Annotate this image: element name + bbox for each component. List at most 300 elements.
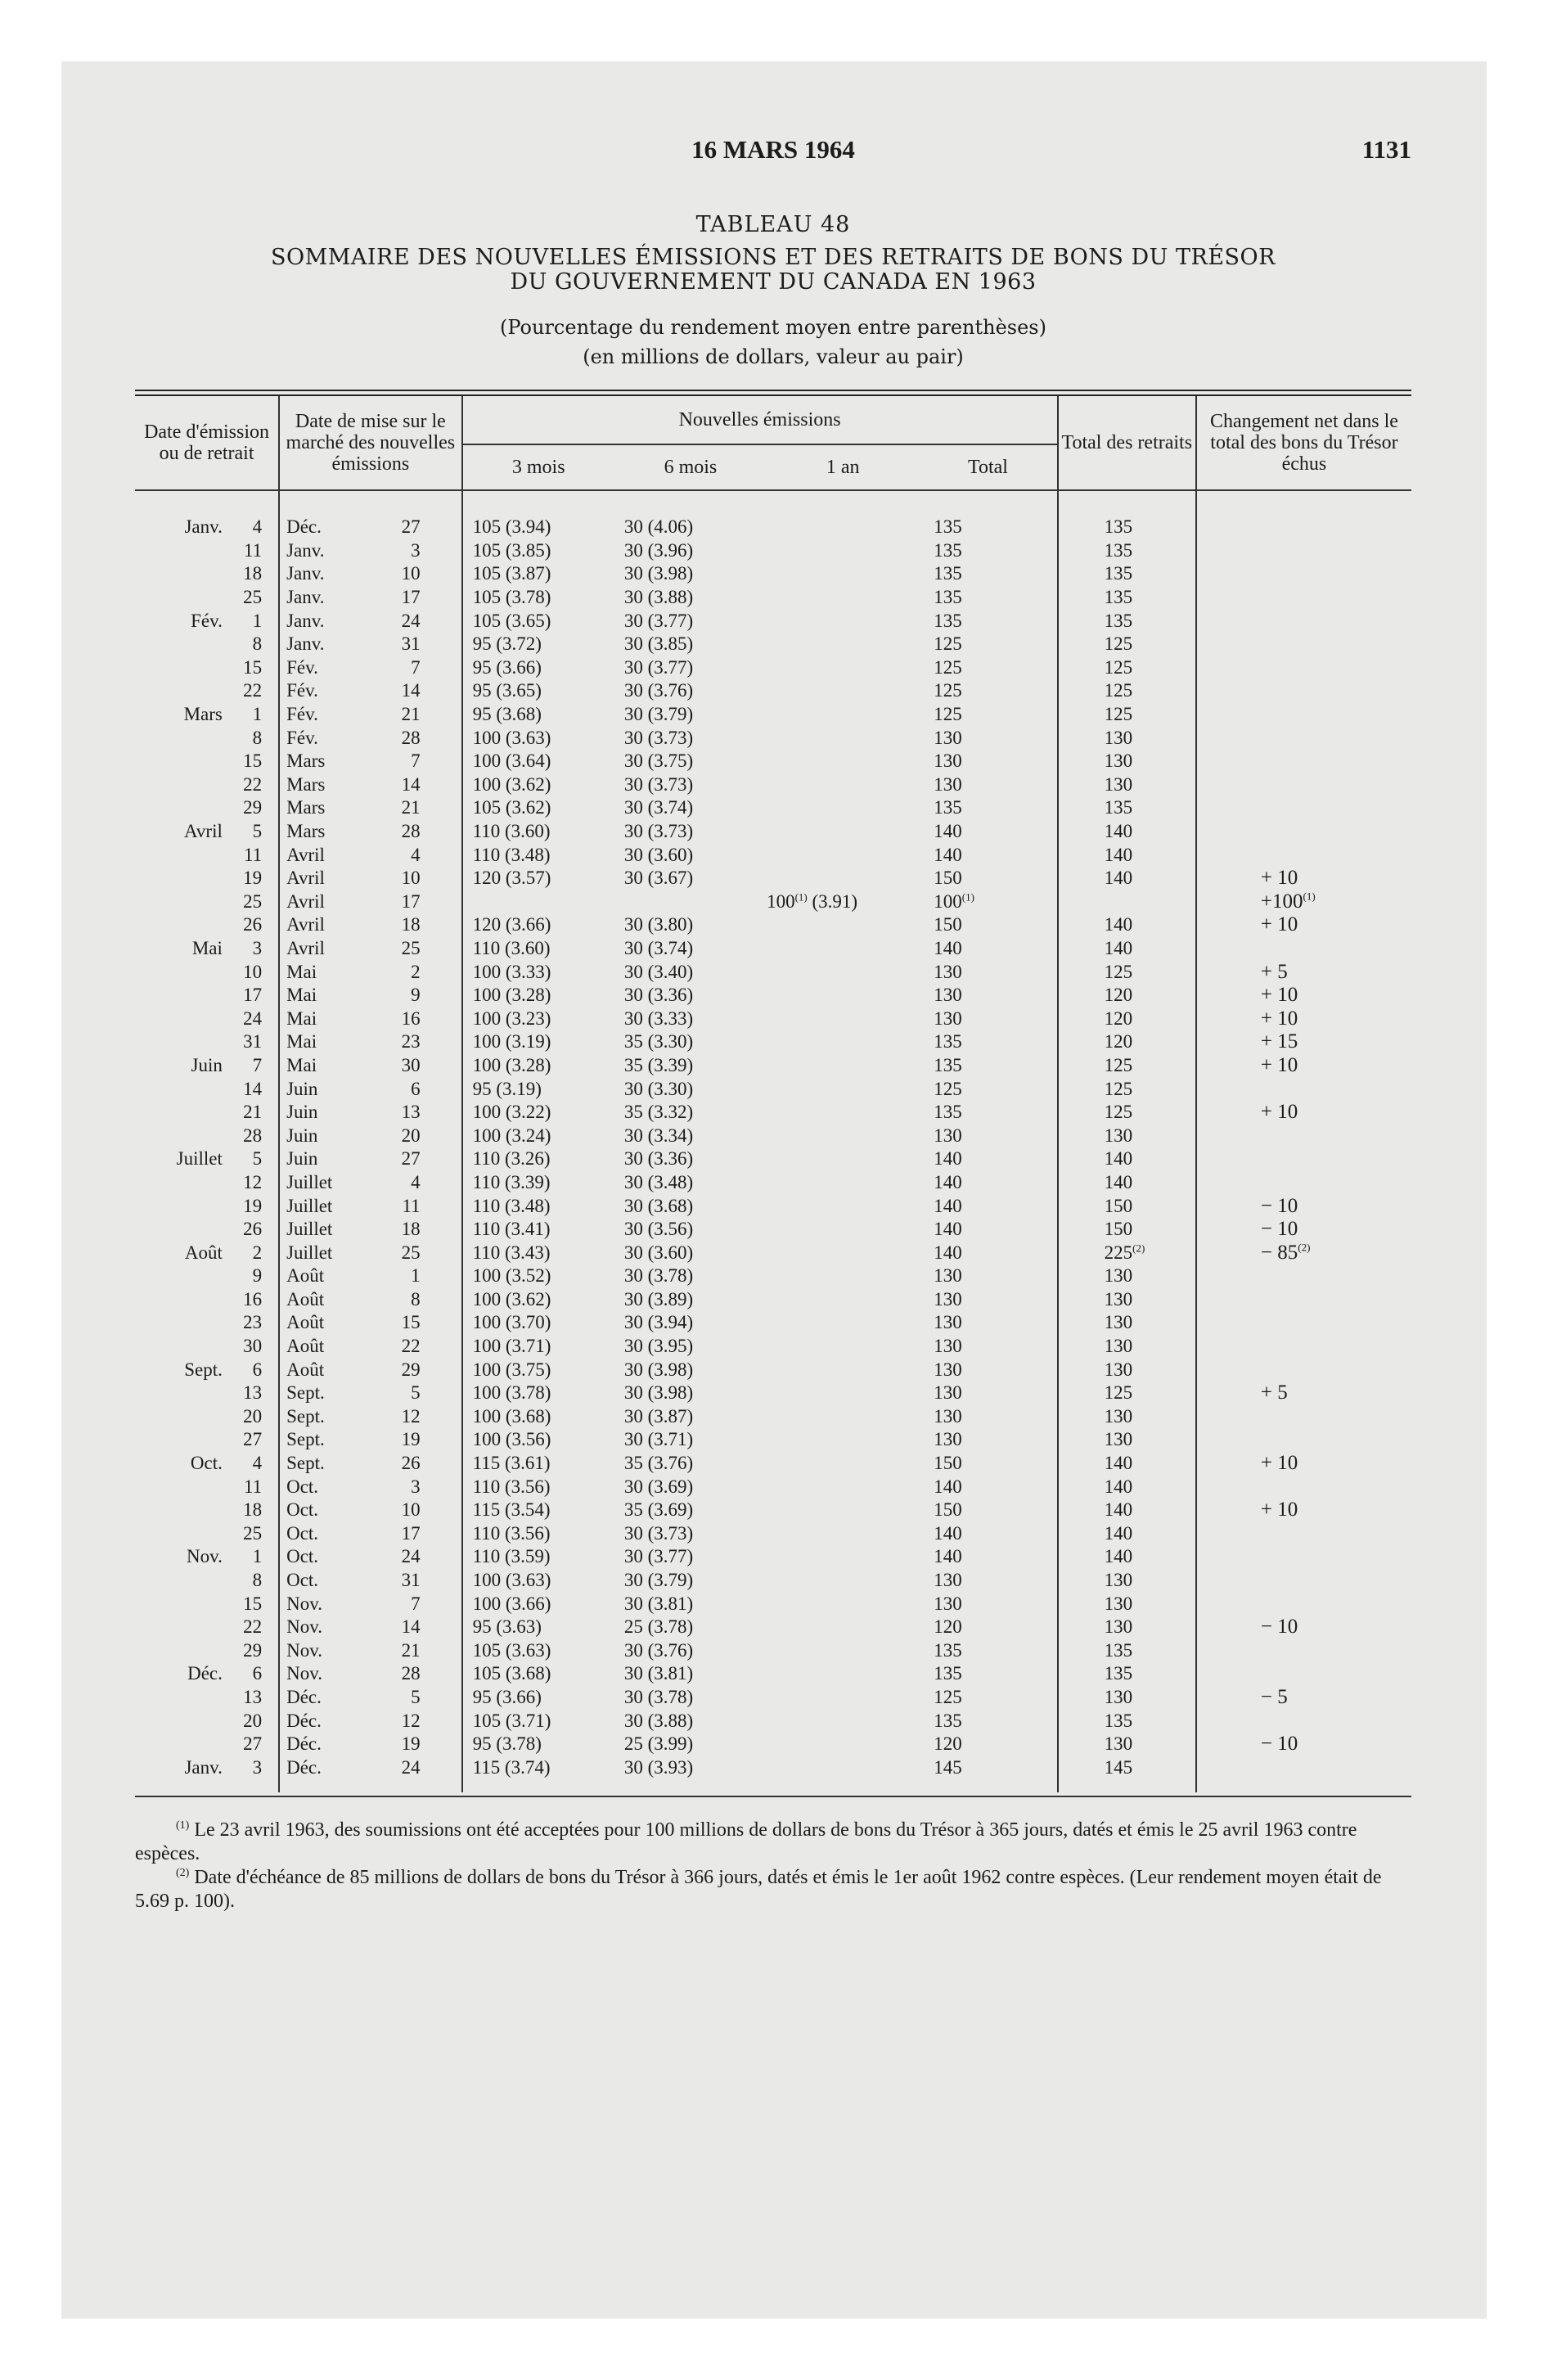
cell-total-value: 130	[934, 1570, 962, 1591]
cell-total-value: 135	[934, 1710, 962, 1731]
cell-changement	[1196, 539, 1411, 563]
cell-3-mois	[462, 1382, 614, 1405]
cell-date-day	[227, 890, 279, 914]
cell-total	[919, 633, 1057, 656]
cell-total-retraits	[1058, 1007, 1196, 1030]
cell-changement	[1196, 516, 1411, 539]
table-row	[135, 937, 1411, 961]
page-number: 1131	[1361, 135, 1411, 164]
cell-total	[919, 1054, 1057, 1078]
cell-issue-month-value: Janv.	[286, 633, 325, 655]
cell-total	[919, 1405, 1057, 1429]
cell-issue-day-value: 1	[411, 1265, 421, 1287]
cell-3-mois-value: 100 (3.63)	[472, 1570, 551, 1591]
cell-total	[919, 679, 1057, 703]
cell-changement	[1196, 1054, 1411, 1078]
cell-date-day	[227, 796, 279, 820]
cell-issue-month	[279, 1733, 357, 1756]
cell-3-mois	[462, 984, 614, 1007]
cell-changement-value: − 10	[1260, 1194, 1298, 1217]
table-row	[135, 1616, 1411, 1639]
cell-1-an	[767, 1101, 919, 1125]
cell-date-day-value: 11	[243, 1476, 263, 1497]
cell-3-mois	[462, 1639, 614, 1663]
cell-total-retraits-value: 130	[1104, 1125, 1133, 1146]
table-row	[135, 960, 1411, 984]
cell-issue-month	[279, 539, 357, 563]
cell-date-month-value: Août	[184, 1242, 223, 1263]
cell-changement	[1196, 937, 1411, 961]
cell-issue-month-value: Juillet	[286, 1195, 333, 1216]
cell-total-value: 150	[934, 1453, 962, 1474]
cell-3-mois-value: 100 (3.64)	[472, 751, 551, 772]
cell-issue-day	[357, 1030, 462, 1054]
cell-6-mois	[614, 1545, 767, 1569]
cell-issue-day	[357, 1756, 462, 1779]
cell-1-an	[767, 1382, 919, 1405]
cell-date-day-value: 3	[252, 1756, 263, 1778]
cell-issue-day	[357, 1616, 462, 1639]
table-row	[135, 1686, 1411, 1710]
cell-date-day-value: 8	[252, 633, 263, 655]
cell-total-retraits	[1058, 1405, 1196, 1429]
cell-date-day	[227, 1241, 279, 1264]
cell-date-day-value: 29	[243, 797, 263, 818]
footnote-1	[135, 1819, 1411, 1866]
cell-6-mois	[614, 1147, 767, 1171]
cell-issue-day-value: 14	[401, 1616, 421, 1638]
cell-issue-month	[279, 890, 357, 914]
table-row	[135, 984, 1411, 1007]
cell-total-value: 130	[934, 1405, 962, 1427]
cell-6-mois-value: 30 (3.85)	[623, 633, 694, 655]
cell-issue-day	[357, 1569, 462, 1593]
cell-6-mois-value: 30 (3.30)	[623, 1078, 694, 1099]
cell-date-day	[227, 1756, 279, 1779]
cell-date-day	[227, 1054, 279, 1078]
cell-total-retraits-value: 125	[1104, 680, 1133, 701]
cell-total-value: 140	[934, 1242, 962, 1263]
cell-changement	[1196, 1335, 1411, 1359]
cell-issue-month-value: Août	[286, 1336, 325, 1357]
cell-6-mois-value: 30 (3.48)	[623, 1171, 694, 1192]
cell-date-month	[135, 1358, 227, 1382]
table-row	[135, 843, 1411, 867]
cell-total	[919, 539, 1057, 563]
cell-date-month	[135, 1147, 227, 1171]
table-body	[135, 490, 1411, 1792]
cell-issue-day-value: 5	[411, 1686, 421, 1707]
cell-date-day-value: 21	[243, 1102, 263, 1123]
cell-date-day-value: 22	[243, 1616, 263, 1638]
cell-date-day	[227, 633, 279, 656]
cell-6-mois-value: 25 (3.78)	[623, 1616, 694, 1638]
cell-total	[919, 1569, 1057, 1593]
cell-issue-month	[279, 1522, 357, 1546]
cell-issue-month	[279, 1382, 357, 1405]
cell-changement	[1196, 773, 1411, 797]
cell-6-mois-value: 30 (3.60)	[623, 844, 694, 865]
cell-issue-day-value: 12	[401, 1710, 421, 1731]
cell-date-day	[227, 773, 279, 797]
cell-date-day	[227, 516, 279, 539]
cell-issue-month	[279, 820, 357, 844]
cell-6-mois-value: 30 (3.33)	[623, 1007, 694, 1029]
cell-date-day	[227, 960, 279, 984]
cell-changement	[1196, 1592, 1411, 1616]
cell-3-mois	[462, 1101, 614, 1125]
cell-total-value: 140	[934, 1219, 962, 1240]
cell-issue-day-value: 17	[401, 587, 421, 608]
table-row	[135, 1662, 1411, 1686]
cell-3-mois-value: 110 (3.56)	[472, 1476, 551, 1497]
cell-6-mois	[614, 937, 767, 961]
cell-issue-day	[357, 820, 462, 844]
cell-total-retraits	[1058, 679, 1196, 703]
cell-3-mois	[462, 516, 614, 539]
cell-total	[919, 1452, 1057, 1476]
cell-issue-month	[279, 1686, 357, 1710]
cell-3-mois-value: 105 (3.78)	[472, 587, 551, 608]
cell-3-mois-value: 95 (3.63)	[472, 1616, 542, 1638]
cell-total-retraits-value: 140	[1104, 1171, 1133, 1192]
cell-3-mois	[462, 1335, 614, 1359]
cell-issue-day-value: 11	[402, 1195, 421, 1216]
cell-3-mois	[462, 633, 614, 656]
cell-6-mois	[614, 890, 767, 914]
cell-total	[919, 1358, 1057, 1382]
cell-6-mois-value: 30 (3.77)	[623, 610, 694, 631]
cell-issue-day-value: 15	[401, 1312, 421, 1333]
cell-total-retraits-value: 130	[1104, 751, 1133, 772]
cell-date-day	[227, 1733, 279, 1756]
cell-changement	[1196, 1639, 1411, 1663]
header-date: 16 MARS 1964	[691, 135, 855, 164]
cell-issue-day-value: 7	[411, 656, 421, 678]
cell-date-day-value: 3	[252, 937, 263, 958]
cell-6-mois	[614, 1709, 767, 1733]
cell-issue-day	[357, 516, 462, 539]
cell-date-day-value: 25	[243, 587, 263, 608]
cell-changement	[1196, 1311, 1411, 1335]
cell-3-mois-value: 110 (3.48)	[472, 1195, 551, 1216]
cell-issue-month-value: Fév.	[286, 704, 318, 725]
cell-issue-day-value: 10	[401, 1499, 421, 1521]
table-row	[135, 1733, 1411, 1756]
cell-6-mois-value: 30 (3.71)	[623, 1429, 694, 1450]
cell-total-value: 130	[934, 751, 962, 772]
cell-total-value: 140	[934, 1546, 962, 1567]
cell-issue-day	[357, 773, 462, 797]
cell-date-month-value: Déc.	[187, 1663, 223, 1684]
cell-changement	[1196, 890, 1411, 914]
running-header	[135, 135, 1411, 176]
cell-3-mois-value: 95 (3.68)	[472, 704, 542, 725]
cell-1-an	[767, 796, 919, 820]
cell-1-an	[767, 1288, 919, 1312]
cell-date-day	[227, 1452, 279, 1476]
table-spacer-bottom	[135, 1779, 1411, 1792]
cell-total-footnote-mark: (1)	[961, 890, 974, 904]
cell-total-value: 125	[934, 680, 962, 701]
cell-issue-month-value: Sept.	[286, 1405, 325, 1427]
cell-6-mois-value: 30 (3.73)	[623, 773, 694, 795]
cell-changement	[1196, 1545, 1411, 1569]
cell-date-day-value: 20	[243, 1405, 263, 1427]
table-row	[135, 750, 1411, 773]
cell-issue-day	[357, 890, 462, 914]
cell-3-mois	[462, 1264, 614, 1288]
cell-issue-day	[357, 1054, 462, 1078]
cell-3-mois-value: 105 (3.63)	[472, 1639, 551, 1661]
cell-1-an-footnote-mark: (1)	[794, 890, 808, 904]
cell-3-mois	[462, 1124, 614, 1147]
cell-issue-month	[279, 1241, 357, 1264]
cell-6-mois	[614, 1733, 767, 1756]
cell-issue-day	[357, 586, 462, 610]
cell-6-mois	[614, 539, 767, 563]
cell-date-month-value: Juin	[191, 1054, 223, 1075]
cell-date-day	[227, 1288, 279, 1312]
cell-issue-day-value: 16	[401, 1007, 421, 1029]
cell-3-mois-value: 105 (3.85)	[472, 539, 551, 561]
cell-total-retraits	[1058, 1639, 1196, 1663]
cell-6-mois-value: 30 (3.95)	[623, 1336, 694, 1357]
cell-total-retraits	[1058, 937, 1196, 961]
cell-total-retraits-value: 140	[1104, 1148, 1133, 1170]
cell-changement	[1196, 1499, 1411, 1522]
cell-issue-month-value: Oct.	[286, 1546, 319, 1567]
cell-total-value: 100	[934, 890, 962, 912]
cell-6-mois-value: 35 (3.69)	[623, 1499, 694, 1521]
cell-3-mois-value: 100 (3.56)	[472, 1429, 551, 1450]
cell-6-mois	[614, 1264, 767, 1288]
cell-date-day-value: 28	[243, 1125, 263, 1146]
cell-date-day	[227, 1405, 279, 1429]
cell-date-day	[227, 1709, 279, 1733]
cell-6-mois-value: 30 (3.81)	[623, 1593, 694, 1614]
cell-issue-month-value: Juillet	[286, 1242, 333, 1263]
cell-total-retraits-value: 135	[1104, 797, 1133, 818]
cell-total-retraits	[1058, 1592, 1196, 1616]
cell-issue-month-value: Déc.	[286, 516, 322, 538]
cell-total-value: 130	[934, 1359, 962, 1380]
cell-issue-day	[357, 1405, 462, 1429]
cell-date-day-value: 26	[243, 1219, 263, 1240]
cell-issue-month	[279, 679, 357, 703]
cell-6-mois	[614, 1171, 767, 1195]
cell-total-retraits-value: 140	[1104, 1546, 1133, 1567]
cell-1-an	[767, 1335, 919, 1359]
cell-1-an	[767, 1007, 919, 1030]
cell-changement	[1196, 1475, 1411, 1499]
cell-1-an	[767, 1639, 919, 1663]
cell-date-day	[227, 1147, 279, 1171]
cell-total	[919, 1522, 1057, 1546]
cell-1-an	[767, 586, 919, 610]
table-row	[135, 703, 1411, 727]
cell-3-mois	[462, 1311, 614, 1335]
cell-date-month	[135, 609, 227, 633]
cell-changement	[1196, 1218, 1411, 1242]
cell-6-mois	[614, 913, 767, 937]
cell-6-mois	[614, 1030, 767, 1054]
cell-issue-day-value: 28	[401, 727, 421, 748]
cell-1-an	[767, 1686, 919, 1710]
cell-total-retraits-value: 140	[1104, 868, 1133, 889]
cell-total-value: 130	[934, 1125, 962, 1146]
cell-issue-month	[279, 1709, 357, 1733]
cell-date-day	[227, 913, 279, 937]
cell-3-mois	[462, 1452, 614, 1476]
cell-total	[919, 750, 1057, 773]
cell-total-retraits	[1058, 703, 1196, 727]
cell-date-day-value: 1	[252, 610, 263, 631]
cell-total-value: 125	[934, 633, 962, 655]
cell-1-an	[767, 1709, 919, 1733]
cell-date-day-value: 6	[252, 1359, 263, 1380]
cell-issue-day	[357, 562, 462, 586]
cell-total-retraits	[1058, 796, 1196, 820]
cell-total-retraits-value: 135	[1104, 563, 1133, 584]
table-row	[135, 1428, 1411, 1452]
cell-3-mois-value: 115 (3.61)	[472, 1453, 551, 1474]
cell-changement	[1196, 586, 1411, 610]
cell-date-day	[227, 1171, 279, 1195]
cell-changement	[1196, 656, 1411, 680]
cell-issue-month-value: Déc.	[286, 1686, 322, 1707]
cell-issue-day-value: 29	[401, 1359, 421, 1380]
cell-6-mois-value: 30 (3.79)	[623, 1570, 694, 1591]
cell-total-retraits	[1058, 1686, 1196, 1710]
cell-6-mois	[614, 1405, 767, 1429]
cell-date-month	[135, 1101, 227, 1125]
cell-date-day-value: 25	[243, 1522, 263, 1544]
cell-changement	[1196, 1030, 1411, 1054]
cell-issue-day-value: 18	[401, 1219, 421, 1240]
cell-issue-day	[357, 1733, 462, 1756]
cell-3-mois	[462, 1358, 614, 1382]
cell-issue-day-value: 18	[401, 914, 421, 935]
table-row	[135, 656, 1411, 680]
cell-total-retraits-value: 140	[1104, 937, 1133, 958]
cell-total-value: 145	[934, 1756, 962, 1778]
header-changement-net: Changement net dans le total des bons du Trésor échus	[1196, 396, 1411, 490]
cell-6-mois	[614, 1007, 767, 1030]
cell-total-retraits-value: 130	[1104, 1288, 1133, 1309]
cell-1-an	[767, 890, 919, 914]
cell-issue-day	[357, 796, 462, 820]
cell-total-retraits	[1058, 913, 1196, 937]
cell-date-day	[227, 1592, 279, 1616]
cell-date-day	[227, 984, 279, 1007]
cell-date-month	[135, 1264, 227, 1288]
cell-date-day-value: 25	[243, 890, 263, 912]
cell-total-retraits-value: 130	[1104, 773, 1133, 795]
cell-total-retraits	[1058, 1358, 1196, 1382]
cell-3-mois-value: 95 (3.78)	[472, 1733, 542, 1755]
table-row	[135, 1030, 1411, 1054]
cell-date-month	[135, 1382, 227, 1405]
cell-total	[919, 1592, 1057, 1616]
cell-issue-day	[357, 750, 462, 773]
cell-3-mois-value: 120 (3.57)	[472, 868, 551, 889]
table-row	[135, 1007, 1411, 1030]
cell-total	[919, 586, 1057, 610]
cell-3-mois	[462, 539, 614, 563]
table-spacer-top	[135, 490, 1411, 516]
table-row	[135, 1264, 1411, 1288]
cell-changement	[1196, 1428, 1411, 1452]
cell-total-value: 135	[934, 1663, 962, 1684]
cell-date-month-value: Fév.	[191, 610, 223, 631]
table-row	[135, 539, 1411, 563]
cell-changement-value: − 5	[1260, 1685, 1288, 1708]
table-row	[135, 867, 1411, 890]
cell-3-mois-value: 100 (3.68)	[472, 1405, 551, 1427]
cell-date-day-value: 4	[252, 516, 263, 538]
cell-total-retraits	[1058, 1428, 1196, 1452]
cell-total-retraits-value: 225	[1104, 1242, 1133, 1263]
cell-6-mois	[614, 1194, 767, 1218]
cell-total-value: 135	[934, 1639, 962, 1661]
cell-issue-day	[357, 937, 462, 961]
cell-6-mois-value: 30 (3.40)	[623, 961, 694, 982]
cell-date-month	[135, 633, 227, 656]
table-row	[135, 1569, 1411, 1593]
header-6-mois: 6 mois	[664, 457, 718, 478]
cell-1-an	[767, 1522, 919, 1546]
cell-date-month	[135, 984, 227, 1007]
table-row	[135, 633, 1411, 656]
cell-issue-month-value: Mai	[286, 1031, 317, 1053]
cell-date-day-value: 20	[243, 1710, 263, 1731]
cell-date-day-value: 22	[243, 773, 263, 795]
cell-changement	[1196, 1264, 1411, 1288]
cell-issue-month	[279, 867, 357, 890]
cell-date-month	[135, 890, 227, 914]
cell-date-month	[135, 1499, 227, 1522]
cell-issue-day	[357, 539, 462, 563]
cell-issue-day-value: 14	[401, 773, 421, 795]
cell-total	[919, 890, 1057, 914]
cell-3-mois	[462, 796, 614, 820]
cell-issue-day-value: 13	[401, 1102, 421, 1123]
cell-changement	[1196, 1662, 1411, 1686]
cell-issue-day-value: 9	[411, 985, 421, 1006]
cell-date-day	[227, 1264, 279, 1288]
cell-3-mois	[462, 1545, 614, 1569]
cell-issue-month	[279, 1475, 357, 1499]
cell-total-retraits	[1058, 1475, 1196, 1499]
cell-issue-month-value: Août	[286, 1265, 325, 1287]
cell-3-mois	[462, 1662, 614, 1686]
cell-total-retraits-value: 135	[1104, 539, 1133, 561]
cell-total-retraits	[1058, 1499, 1196, 1522]
cell-issue-day-value: 17	[401, 890, 421, 912]
cell-date-month	[135, 1030, 227, 1054]
cell-date-month-value: Nov.	[187, 1546, 223, 1567]
cell-date-month	[135, 516, 227, 539]
cell-date-day-value: 11	[243, 844, 263, 865]
cell-issue-day	[357, 1522, 462, 1546]
cell-date-day-value: 23	[243, 1312, 263, 1333]
cell-6-mois-value: 30 (3.69)	[623, 1476, 694, 1497]
cell-3-mois-value: 95 (3.66)	[472, 1686, 542, 1707]
cell-total	[919, 1007, 1057, 1030]
cell-total-retraits	[1058, 1101, 1196, 1125]
cell-3-mois	[462, 1194, 614, 1218]
